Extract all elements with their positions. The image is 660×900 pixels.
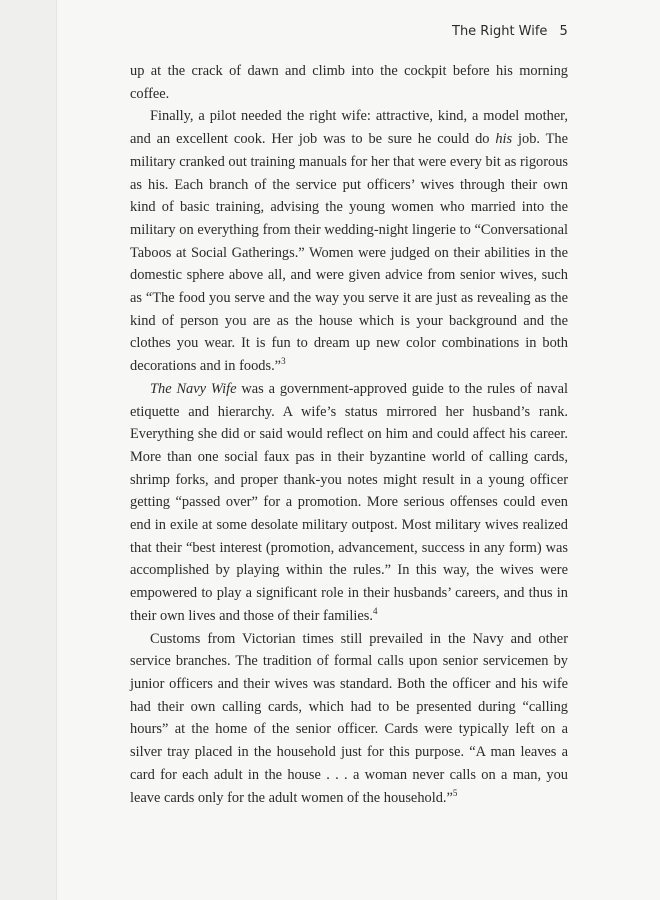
page-gutter (0, 0, 56, 900)
paragraph (130, 60, 568, 105)
paragraph (130, 105, 568, 377)
footnote-ref: 5 (452, 787, 458, 798)
italic-text: The Navy Wife (150, 380, 237, 397)
paragraph (130, 628, 568, 810)
text-run: job. The military cranked out training manuals for her that were every bit as rigorous as his. Each branch of the service put officers’ wives through their own kind of basic training, advising the young women who married into the military on everything from their wedding-night lingerie to “Conversational Taboos at Social Gatherings.” Women were judged on their abilities in the domestic sphere above all, and were given advice from senior wives, such as “The food you serve and the way you serve it are just as revealing as the kind of person you are as the house which is your background and the clothes you wear. It is fun to dream up new color combinations in both decorations and in foods.” (130, 131, 568, 375)
page-edge-divider (56, 0, 57, 900)
paragraph (130, 378, 568, 628)
text-run: was a government-approved guide to the rules of naval etiquette and hierarchy. A wife’s status mirrored her husband’s rank. Everything she did or said would reflect on him and could affect his career. More than one social faux pas in their byzantine world of calling cards, shrimp forks, and proper thank-you notes might result in a young officer getting “passed over” for a promotion. More serious offenses could even end in exile at some desolate military outpost. Most military wives realized that their “best interest (promotion, advancement, success in any form) was accomplished by playing within the rules.” In this way, the wives were empowered to play a significant role in their husbands’ careers, and thus in their own lives and those of their families. (130, 380, 568, 624)
italic-text: his (495, 131, 513, 148)
page-number: 5 (559, 24, 568, 39)
text-run: Finally, a pilot needed the right wife: attractive, kind, a model mother, and an excellent cook. Her job was to be sure he could do (130, 108, 568, 148)
body-text (130, 60, 568, 809)
text-run: up at the crack of dawn and climb into the cockpit before his morning coffee. (130, 63, 568, 102)
text-run: Customs from Victorian times still prevailed in the Navy and other service branches. The tradition of formal calls upon senior servicemen by junior officers and their wives was standard. Both the officer and his wife had their own calling cards, which had to be presented during “calling hours” at the home of the senior officer. Cards were typically left on a silver tray placed in the household just for this purpose. “A man leaves a card for each adult in the house . . . a woman never calls on a man, you leave cards only for the adult women of the household.” (130, 630, 568, 806)
running-header (452, 24, 568, 39)
running-title: The Right Wife (452, 24, 548, 39)
footnote-ref: 4 (372, 606, 378, 617)
footnote-ref: 3 (281, 356, 286, 367)
